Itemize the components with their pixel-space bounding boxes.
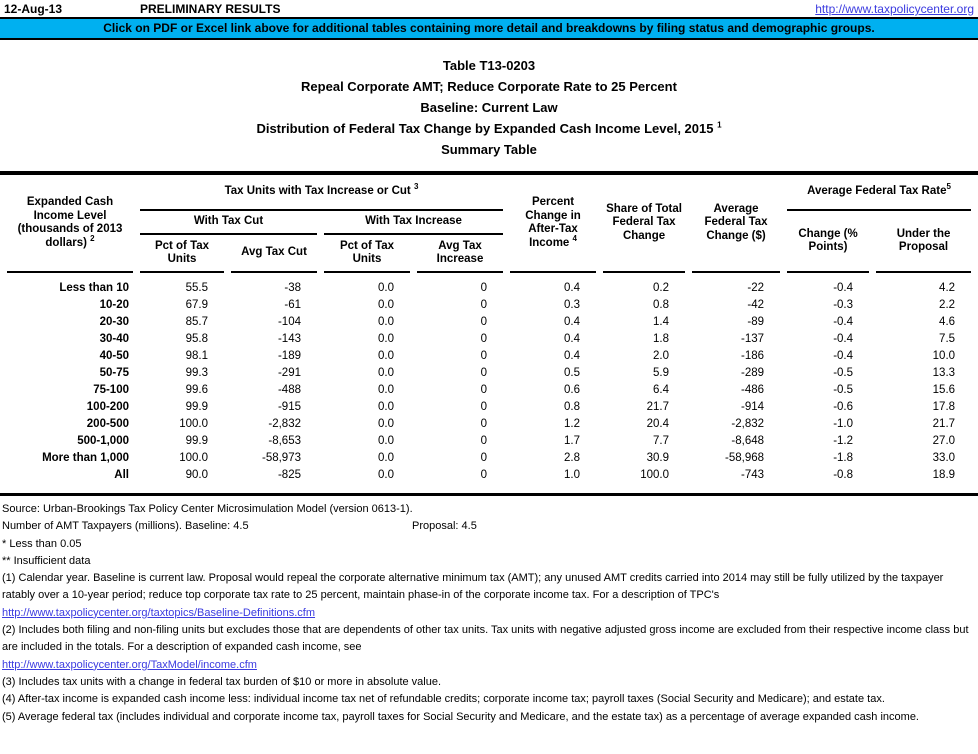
value-cell: 2.2	[939, 299, 956, 311]
value-cell: 13.3	[932, 367, 956, 379]
income-definition-link[interactable]: http://www.taxpolicycenter.org/TaxModel/income.cfm	[2, 658, 257, 671]
value-cell: 0	[480, 299, 488, 311]
value-cell: 0.6	[564, 384, 581, 396]
footnote-marker-5: 5	[946, 182, 951, 192]
value-cell: -42	[747, 299, 765, 311]
value-cell: 100.0	[179, 452, 208, 464]
col-header-rate-change: Change (% Points)	[787, 211, 869, 273]
value-cell: 1.2	[564, 418, 581, 430]
amt-proposal-label: Proposal: 4.5	[412, 520, 477, 533]
income-level-cell: 20-30	[99, 316, 129, 328]
value-cell: -915	[277, 401, 301, 413]
table-row	[7, 297, 971, 314]
value-cell: 21.7	[646, 401, 670, 413]
value-cell: 0	[480, 333, 488, 345]
value-cell: -0.8	[833, 469, 854, 481]
value-cell: -22	[747, 282, 765, 294]
col-header-rate-under-proposal: Under the Proposal	[876, 211, 971, 273]
value-cell: 99.3	[185, 367, 208, 379]
value-cell: 0.0	[378, 367, 394, 379]
value-cell: 0.0	[378, 350, 394, 362]
footnote-marker-4: 4	[572, 233, 577, 243]
value-cell: 6.4	[653, 384, 670, 396]
value-cell: 15.6	[932, 384, 956, 396]
info-banner-text: Click on PDF or Excel link above for additional tables containing more detail and breakdowns by filing status and demographic groups.	[103, 21, 875, 35]
value-cell: -0.4	[833, 282, 854, 294]
value-cell: 0.4	[564, 333, 581, 345]
site-link[interactable]: http://www.taxpolicycenter.org	[815, 2, 974, 16]
table-row	[7, 416, 971, 433]
footnote-3: (3) Includes tax units with a change in federal tax burden of $10 or more in absolute value.	[2, 675, 442, 688]
value-cell: 2.8	[564, 452, 581, 464]
value-cell: 0	[480, 435, 488, 447]
income-level-cell: 500-1,000	[77, 435, 129, 447]
value-cell: 0.2	[653, 282, 670, 294]
value-cell: 20.4	[646, 418, 670, 430]
summary-table-title: Summary Table	[441, 142, 537, 157]
value-cell: 1.0	[564, 469, 581, 481]
star-note-insufficient: ** Insufficient data	[2, 554, 91, 567]
value-cell: 0.0	[378, 401, 394, 413]
value-cell: -186	[741, 350, 765, 362]
value-cell: 0.3	[564, 299, 581, 311]
footnote-1: (1) Calendar year. Baseline is current law. Proposal would repeal the corporate alternative minimum tax (AMT); any unused AMT credits carried into 2014 may still be fully utilized by the taxpayer ratably over a 10-year period; reduce top corporate tax rate to 25 percent, maintain phase-in of the corporate income tax. For a description of TPC's	[2, 572, 944, 602]
top-bar	[0, 0, 978, 17]
value-cell: 0	[480, 350, 488, 362]
value-cell: -58,968	[725, 452, 765, 464]
value-cell: 1.8	[653, 333, 670, 345]
value-cell: 0.5	[564, 367, 581, 379]
proposal-title: Repeal Corporate AMT; Reduce Corporate Rate to 25 Percent	[301, 79, 677, 94]
footnote-1-link-line	[2, 605, 976, 622]
value-cell: 0.0	[378, 282, 394, 294]
table-body	[7, 273, 971, 493]
income-level-cell: 40-50	[99, 350, 129, 362]
value-cell: -61	[284, 299, 301, 311]
value-cell: -58,973	[261, 452, 301, 464]
baseline-title: Baseline: Current Law	[420, 100, 558, 115]
value-cell: -137	[741, 333, 765, 345]
date-label: 12-Aug-13	[4, 2, 63, 16]
value-cell: 0.0	[378, 435, 394, 447]
amt-baseline-label: Number of AMT Taxpayers (millions). Baseline: 4.5	[2, 520, 249, 533]
value-cell: -8,653	[268, 435, 301, 447]
star-note-less-than: * Less than 0.05	[2, 537, 82, 550]
table-row	[7, 382, 971, 399]
col-header-share-total: Share of Total Federal Tax Change	[603, 175, 685, 273]
value-cell: 0.0	[378, 418, 394, 430]
value-cell: -914	[741, 401, 765, 413]
income-level-cell: 200-500	[86, 418, 129, 430]
value-cell: 0	[480, 452, 488, 464]
income-level-cell: More than 1,000	[42, 452, 129, 464]
value-cell: -2,832	[731, 418, 765, 430]
value-cell: -38	[284, 282, 301, 294]
value-cell: 0	[480, 384, 488, 396]
value-cell: -0.3	[833, 299, 854, 311]
baseline-definitions-link[interactable]: http://www.taxpolicycenter.org/taxtopics/Baseline-Definitions.cfm	[2, 606, 316, 619]
table-row	[7, 467, 971, 493]
income-level-cell: 50-75	[99, 367, 129, 379]
value-cell: 17.8	[932, 401, 956, 413]
value-cell: -291	[277, 367, 301, 379]
col-header-avg-change: Average Federal Tax Change ($)	[692, 175, 780, 273]
group-header-avg-federal-tax-rate: Average Federal Tax Rate$^5$	[787, 175, 971, 211]
value-cell: -1.2	[833, 435, 854, 447]
value-cell: 0.4	[564, 282, 581, 294]
income-level-cell: All	[114, 469, 129, 481]
footnotes-section	[0, 496, 978, 726]
value-cell: 5.9	[653, 367, 670, 379]
value-cell: 85.7	[185, 316, 208, 328]
value-cell: 7.5	[939, 333, 956, 345]
value-cell: 0	[480, 401, 488, 413]
value-cell: -0.4	[833, 316, 854, 328]
source-note: Source: Urban-Brookings Tax Policy Center Microsimulation Model (version 0613-1).	[2, 503, 413, 515]
footnote-2-link-line	[2, 657, 976, 674]
value-cell: 4.2	[939, 282, 956, 294]
table-row	[7, 331, 971, 348]
group-header-with-tax-increase: With Tax Increase	[324, 211, 503, 235]
footnote-2: (2) Includes both filing and non-filing units but excludes those that are dependents of other tax units. Tax units with negative adjusted gross income are excluded from their respective income class but are included in the totals. For a description of expanded cash income, see	[2, 624, 969, 654]
value-cell: -2,832	[268, 418, 301, 430]
col-header-pct-change-after-tax: Percent Change in After-Tax Income $^4$	[510, 175, 596, 273]
value-cell: 67.9	[185, 299, 208, 311]
col-header-avg-tax-increase: Avg Tax Increase	[417, 235, 503, 273]
value-cell: -0.6	[833, 401, 854, 413]
value-cell: 1.4	[653, 316, 670, 328]
amt-taxpayers-note	[2, 518, 976, 535]
value-cell: 0.4	[564, 350, 581, 362]
summary-table	[0, 175, 978, 493]
value-cell: 99.9	[185, 401, 208, 413]
value-cell: 1.7	[564, 435, 581, 447]
income-level-cell: 30-40	[99, 333, 129, 345]
value-cell: 95.8	[185, 333, 208, 345]
value-cell: 2.0	[653, 350, 670, 362]
value-cell: 100.0	[640, 469, 670, 481]
table-row	[7, 399, 971, 416]
value-cell: 0.8	[653, 299, 670, 311]
value-cell: 98.1	[185, 350, 208, 362]
value-cell: 0	[480, 469, 488, 481]
value-cell: 30.9	[646, 452, 670, 464]
table-row	[7, 348, 971, 365]
income-level-cell: 10-20	[99, 299, 129, 311]
value-cell: -0.4	[833, 350, 854, 362]
income-level-cell: Less than 10	[59, 282, 129, 294]
income-level-cell: 100-200	[86, 401, 129, 413]
group-header-tax-units: Tax Units with Tax Increase or Cut $^3$	[140, 175, 503, 211]
value-cell: 33.0	[932, 452, 956, 464]
value-cell: -104	[277, 316, 301, 328]
table-header	[7, 175, 971, 273]
footnote-5: (5) Average federal tax (includes individual and corporate income tax, payroll taxes for Social Security and Medicare, and the estate tax) as a percentage of average expanded cash income.	[2, 710, 919, 723]
value-cell: 55.5	[185, 282, 208, 294]
value-cell: 21.7	[932, 418, 956, 430]
title-block	[0, 55, 978, 160]
value-cell: 7.7	[653, 435, 670, 447]
distribution-title: Distribution of Federal Tax Change by Expanded Cash Income Level, 2015 $^1$	[256, 120, 722, 136]
footnote-marker-3: 3	[413, 182, 419, 192]
value-cell: 0.0	[378, 469, 394, 481]
col-header-income: Expanded Cash Income Level (thousands of 2013 dollars) $^2$	[7, 175, 133, 273]
footnote-4: (4) After-tax income is expanded cash income less: individual income tax net of refundable credits; corporate income tax; payroll taxes (Social Security and Medicare); and estate tax.	[2, 693, 885, 706]
value-cell: -289	[741, 367, 765, 379]
info-banner	[0, 17, 978, 40]
value-cell: 90.0	[185, 469, 208, 481]
footnote-marker-2: 2	[90, 233, 95, 243]
value-cell: 0.0	[378, 384, 394, 396]
value-cell: -1.0	[833, 418, 854, 430]
value-cell: -143	[277, 333, 301, 345]
value-cell: 0	[480, 367, 488, 379]
preliminary-results-label: PRELIMINARY RESULTS	[140, 2, 281, 16]
value-cell: 0.4	[564, 316, 581, 328]
value-cell: -0.5	[833, 367, 854, 379]
value-cell: 27.0	[932, 435, 956, 447]
value-cell: -0.5	[833, 384, 854, 396]
value-cell: 99.6	[185, 384, 208, 396]
value-cell: 100.0	[179, 418, 208, 430]
value-cell: 0.8	[564, 401, 581, 413]
value-cell: -189	[277, 350, 301, 362]
table-row	[7, 273, 971, 297]
table-row	[7, 314, 971, 331]
value-cell: 0	[480, 282, 488, 294]
table-row	[7, 365, 971, 382]
col-header-pct-units-cut: Pct of Tax Units	[140, 235, 224, 273]
col-header-pct-units-increase: Pct of Tax Units	[324, 235, 410, 273]
value-cell: -488	[277, 384, 301, 396]
value-cell: -1.8	[833, 452, 854, 464]
value-cell: -486	[741, 384, 765, 396]
table-row	[7, 450, 971, 467]
value-cell: 99.9	[185, 435, 208, 447]
value-cell: -743	[741, 469, 765, 481]
summary-table-section	[0, 171, 978, 496]
footnote-marker-1: 1	[717, 120, 722, 130]
value-cell: 4.6	[939, 316, 956, 328]
table-row	[7, 433, 971, 450]
group-header-with-tax-cut: With Tax Cut	[140, 211, 317, 235]
value-cell: 0.0	[378, 299, 394, 311]
value-cell: 0.0	[378, 452, 394, 464]
value-cell: 0	[480, 316, 488, 328]
value-cell: -8,648	[731, 435, 765, 447]
col-header-avg-tax-cut: Avg Tax Cut	[231, 235, 317, 273]
value-cell: 0.0	[378, 316, 394, 328]
value-cell: -825	[277, 469, 301, 481]
value-cell: 0.0	[378, 333, 394, 345]
value-cell: -0.4	[833, 333, 854, 345]
table-number-title: Table T13-0203	[442, 58, 536, 73]
value-cell: -89	[747, 316, 765, 328]
value-cell: 10.0	[932, 350, 956, 362]
value-cell: 18.9	[932, 469, 956, 481]
income-level-cell: 75-100	[93, 384, 129, 396]
value-cell: 0	[480, 418, 488, 430]
